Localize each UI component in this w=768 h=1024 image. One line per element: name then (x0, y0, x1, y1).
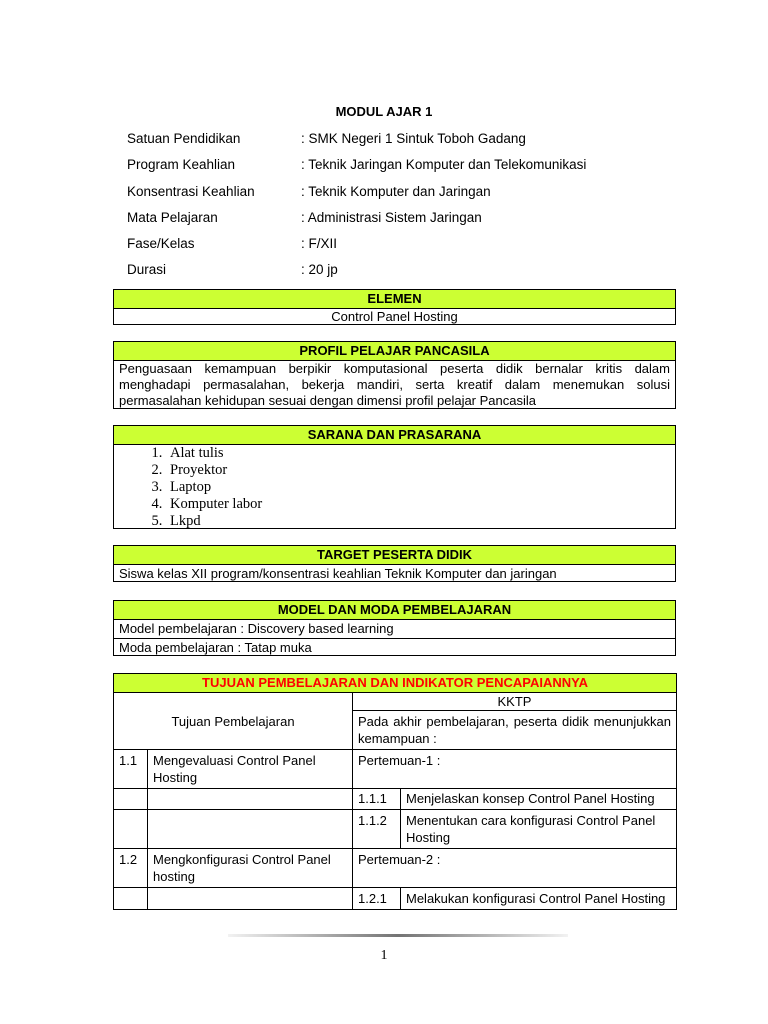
identity-label: Durasi (127, 262, 167, 277)
footer-divider (228, 934, 568, 937)
identity-value: : SMK Negeri 1 Sintuk Toboh Gadang (301, 131, 526, 146)
tp-text: Mengevaluasi Control Panel Hosting (148, 750, 353, 789)
sarana-section (113, 425, 676, 529)
meeting-label: Pertemuan-2 : (353, 849, 677, 888)
table-row (114, 674, 677, 693)
list-item: 5. Lkpd (166, 513, 675, 530)
indicator-number: 1.1.1 (353, 789, 401, 810)
kktp-description: Pada akhir pembelajaran, peserta didik menunjukkan kemampuan : (353, 711, 677, 750)
identity-label: Program Keahlian (127, 157, 236, 172)
indicator-number: 1.2.1 (353, 888, 401, 910)
identity-value: : Teknik Jaringan Komputer dan Telekomunikasi (301, 157, 587, 172)
table-row (114, 888, 677, 910)
tujuan-table (113, 673, 677, 910)
tp-number: 1.2 (114, 849, 148, 888)
empty-cell (114, 810, 148, 849)
identity-value: : Administrasi Sistem Jaringan (301, 210, 482, 225)
model-section (113, 600, 676, 656)
list-item: 3. Laptop (166, 479, 675, 496)
indicator-number: 1.1.2 (353, 810, 401, 849)
sarana-list (114, 445, 675, 530)
table-row (114, 810, 677, 849)
model-line: Model pembelajaran : Discovery based learning (119, 621, 394, 636)
indicator-text: Melakukan konfigurasi Control Panel Hosting (401, 888, 677, 910)
list-item: 4. Komputer labor (166, 496, 675, 513)
identity-label: Fase/Kelas (127, 236, 195, 251)
empty-cell (148, 789, 353, 810)
empty-cell (148, 888, 353, 910)
identity-label: Mata Pelajaran (127, 210, 218, 225)
tp-text: Mengkonfigurasi Control Panel hosting (148, 849, 353, 888)
list-item: 1. Alat tulis (166, 445, 675, 462)
indicator-text: Menentukan cara konfigurasi Control Panel Hosting (401, 810, 677, 849)
empty-cell (148, 810, 353, 849)
list-item: 2. Proyektor (166, 462, 675, 479)
target-content: Siswa kelas XII program/konsentrasi keahlian Teknik Komputer dan jaringan (119, 566, 557, 581)
moda-line: Moda pembelajaran : Tatap muka (114, 638, 675, 656)
indicator-text: Menjelaskan konsep Control Panel Hosting (401, 789, 677, 810)
meeting-label: Pertemuan-1 : (353, 750, 677, 789)
table-row (114, 849, 677, 888)
tp-number: 1.1 (114, 750, 148, 789)
model-header: MODEL DAN MODA PEMBELAJARAN (114, 601, 675, 620)
identity-value: : F/XII (301, 236, 338, 251)
document-title: MODUL AJAR 1 (335, 104, 433, 119)
column-header-tujuan: Tujuan Pembelajaran (114, 693, 353, 750)
table-row (114, 750, 677, 789)
elemen-content: Control Panel Hosting (331, 309, 458, 324)
identity-label: Konsentrasi Keahlian (127, 184, 255, 199)
elemen-section (113, 289, 676, 325)
table-row (114, 693, 677, 711)
empty-cell (114, 888, 148, 910)
column-header-kktp: KKTP (353, 693, 677, 711)
identity-value: : Teknik Komputer dan Jaringan (301, 184, 491, 199)
sarana-header: SARANA DAN PRASARANA (114, 426, 675, 445)
empty-cell (114, 789, 148, 810)
table-row (114, 789, 677, 810)
tujuan-header: TUJUAN PEMBELAJARAN DAN INDIKATOR PENCAPAIANNYA (114, 674, 677, 693)
identity-label: Satuan Pendidikan (127, 131, 241, 146)
profil-content: Penguasaan kemampuan berpikir komputasional peserta didik bernalar kritis dalam menghadapi permasalahan, bekerja mandiri, serta kreatif dalam menemukan solusi permasalahan kehidupan sesuai dengan dimensi profil pelajar Pancasila (119, 361, 670, 408)
profil-section (113, 341, 676, 409)
target-header: TARGET PESERTA DIDIK (114, 546, 675, 565)
profil-header: PROFIL PELAJAR PANCASILA (114, 342, 675, 361)
page-number: 1 (380, 948, 388, 963)
identity-value: : 20 jp (301, 262, 338, 277)
target-section (113, 545, 676, 582)
elemen-header: ELEMEN (114, 290, 675, 309)
